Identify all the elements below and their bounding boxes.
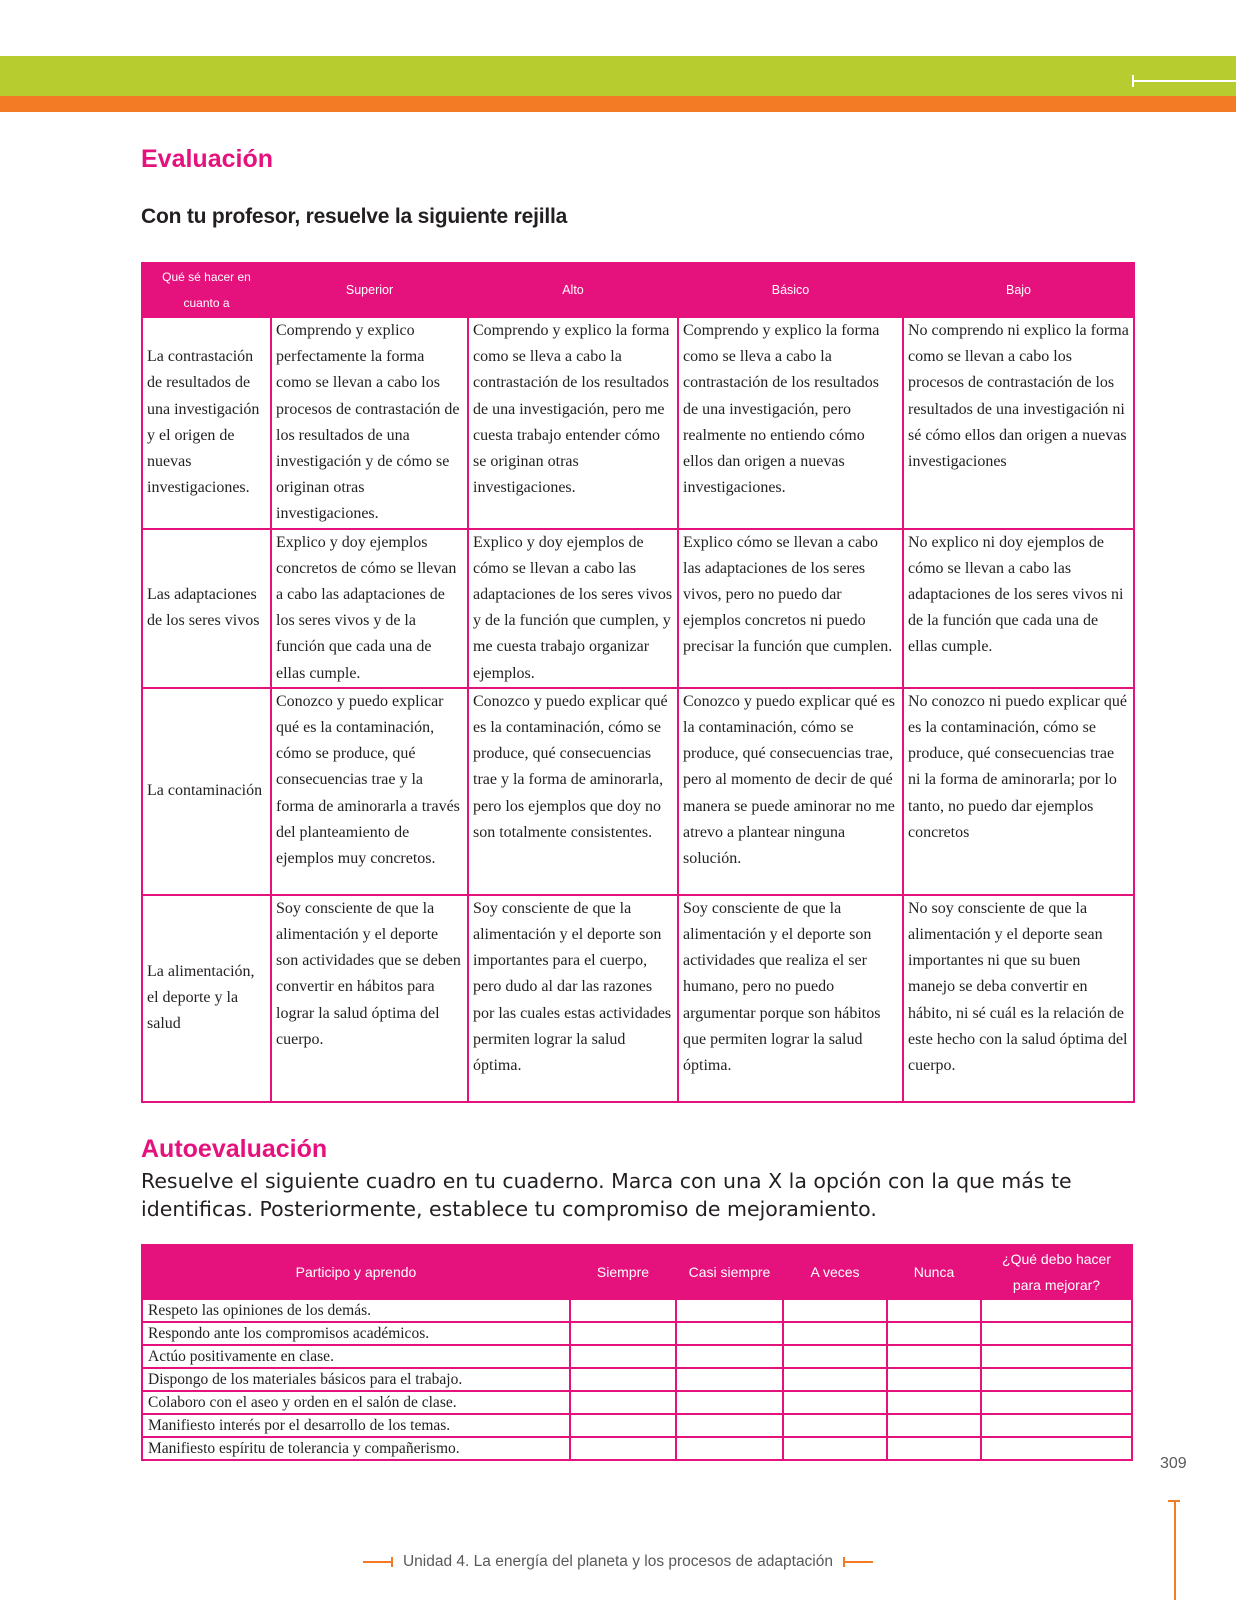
self-item-label: Respondo ante los compromisos académicos. — [142, 1322, 570, 1345]
footer-unit: Unidad 4. — [402, 1553, 470, 1570]
self-col-a-veces: A veces — [783, 1245, 887, 1299]
cell-mejorar — [981, 1345, 1132, 1368]
footer-unit-title: La energía del planeta y los procesos de adaptación — [473, 1553, 833, 1570]
rubric-cell-alto: Conozco y puedo explicar qué es la contaminación, cómo se produce, qué consecuencias trae y la forma de aminorarla, pero los ejemplos que doy no son totalmente consistentes. — [468, 688, 678, 895]
self-col-nunca: Nunca — [887, 1245, 981, 1299]
self-col-item: Participo y aprendo — [142, 1245, 570, 1299]
self-item-label: Manifiesto espíritu de tolerancia y compañerismo. — [142, 1437, 570, 1460]
rubric-header-row — [142, 263, 1134, 317]
cell-casi-siempre — [676, 1391, 783, 1414]
self-evaluation-instructions: Resuelve el siguiente cuadro en tu cuaderno. Marca con una X la opción con la que más te identificas. Posteriormente, establece tu compromiso de mejoramiento. — [141, 1169, 1072, 1221]
self-row — [142, 1414, 1132, 1437]
self-evaluation-title: Autoevaluación — [141, 1135, 328, 1163]
footer-right-ornament — [843, 1557, 873, 1567]
cell-casi-siempre — [676, 1299, 783, 1322]
cell-casi-siempre — [676, 1345, 783, 1368]
footer — [0, 1553, 1236, 1571]
cell-mejorar — [981, 1322, 1132, 1345]
rubric-criterion: La alimentación, el deporte y la salud — [142, 895, 271, 1102]
rubric-criterion: La contrastación de resultados de una investigación y el origen de nuevas investigaciones. — [142, 317, 271, 529]
cell-nunca — [887, 1368, 981, 1391]
self-col-mejorar: ¿Qué debo hacer para mejorar? — [981, 1245, 1132, 1299]
cell-siempre — [570, 1299, 676, 1322]
rubric-cell-superior: Soy consciente de que la alimentación y el deporte son actividades que se deben convertir en hábitos para lograr la salud óptima del cuerpo. — [271, 895, 468, 1102]
rubric-criterion: La contaminación — [142, 688, 271, 895]
cell-casi-siempre — [676, 1437, 783, 1460]
self-item-label: Manifiesto interés por el desarrollo de los temas. — [142, 1414, 570, 1437]
rubric-criterion: Las adaptaciones de los seres vivos — [142, 529, 271, 688]
header-band-orange — [0, 96, 1236, 112]
cell-casi-siempre — [676, 1414, 783, 1437]
self-item-label: Actúo positivamente en clase. — [142, 1345, 570, 1368]
rubric-cell-alto: Explico y doy ejemplos de cómo se llevan a cabo las adaptaciones de los seres vivos y de la función que cumplen, y me cuesta trabajo organizar ejemplos. — [468, 529, 678, 688]
rubric-row — [142, 688, 1134, 895]
cell-siempre — [570, 1368, 676, 1391]
rubric-col-basico: Básico — [678, 263, 903, 317]
rubric-cell-bajo: No explico ni doy ejemplos de cómo se llevan a cabo las adaptaciones de los seres vivos ni de la función que cada una de ellas cumple. — [903, 529, 1134, 688]
cell-nunca — [887, 1391, 981, 1414]
side-line — [1174, 1500, 1176, 1600]
cell-nunca — [887, 1345, 981, 1368]
self-row — [142, 1322, 1132, 1345]
rubric-row — [142, 895, 1134, 1102]
cell-nunca — [887, 1322, 981, 1345]
cell-siempre — [570, 1345, 676, 1368]
rubric-cell-basico: Soy consciente de que la alimentación y el deporte son actividades que realiza el ser humano, pero no puedo argumentar porque son hábitos que permiten lograr la salud óptima. — [678, 895, 903, 1102]
rubric-cell-alto: Comprendo y explico la forma como se lleva a cabo la contrastación de los resultados de una investigación, pero me cuesta trabajo entender cómo se originan otras investigaciones. — [468, 317, 678, 529]
cell-nunca — [887, 1437, 981, 1460]
header-tick-line — [1132, 80, 1236, 82]
cell-a-veces — [783, 1345, 887, 1368]
self-header-row — [142, 1245, 1132, 1299]
self-col-siempre: Siempre — [570, 1245, 676, 1299]
self-row — [142, 1368, 1132, 1391]
cell-mejorar — [981, 1391, 1132, 1414]
rubric-cell-basico: Comprendo y explico la forma como se lleva a cabo la contrastación de los resultados de una investigación, pero realmente no entiendo cómo ellos dan origen a nuevas investigaciones. — [678, 317, 903, 529]
self-evaluation-table — [141, 1244, 1133, 1461]
cell-nunca — [887, 1414, 981, 1437]
cell-a-veces — [783, 1414, 887, 1437]
rubric-col-criterion: Qué sé hacer en cuanto a — [142, 263, 271, 317]
self-item-label: Colaboro con el aseo y orden en el salón de clase. — [142, 1391, 570, 1414]
self-row — [142, 1391, 1132, 1414]
cell-a-veces — [783, 1299, 887, 1322]
rubric-cell-basico: Explico cómo se llevan a cabo las adaptaciones de los seres vivos, pero no puedo dar ejemplos concretos ni puedo precisar la función que cumplen. — [678, 529, 903, 688]
header-band-green — [0, 56, 1236, 96]
cell-nunca — [887, 1299, 981, 1322]
rubric-cell-alto: Soy consciente de que la alimentación y el deporte son importantes para el cuerpo, pero dudo al dar las razones por las cuales estas actividades permiten lograr la salud óptima. — [468, 895, 678, 1102]
self-col-casi-siempre: Casi siempre — [676, 1245, 783, 1299]
rubric-cell-superior: Conozco y puedo explicar qué es la contaminación, cómo se produce, qué consecuencias trae y la forma de aminorarla a través del planteamiento de ejemplos muy concretos. — [271, 688, 468, 895]
rubric-cell-superior: Comprendo y explico perfectamente la forma como se llevan a cabo los procesos de contrastación de los resultados de una investigación y de cómo se originan otras investigaciones. — [271, 317, 468, 529]
self-row — [142, 1437, 1132, 1460]
cell-casi-siempre — [676, 1322, 783, 1345]
cell-casi-siempre — [676, 1368, 783, 1391]
cell-mejorar — [981, 1437, 1132, 1460]
self-item-label: Respeto las opiniones de los demás. — [142, 1299, 570, 1322]
cell-a-veces — [783, 1368, 887, 1391]
evaluation-rubric-table — [141, 262, 1135, 1103]
evaluation-subtitle: Con tu profesor, resuelve la siguiente rejilla — [141, 205, 568, 228]
self-row — [142, 1299, 1132, 1322]
cell-siempre — [570, 1391, 676, 1414]
rubric-cell-superior: Explico y doy ejemplos concretos de cómo se llevan a cabo las adaptaciones de los seres vivos y de la función que cada una de ellas cumple. — [271, 529, 468, 688]
self-item-label: Dispongo de los materiales básicos para el trabajo. — [142, 1368, 570, 1391]
rubric-col-superior: Superior — [271, 263, 468, 317]
page-number: 309 — [1160, 1455, 1187, 1472]
rubric-cell-bajo: No conozco ni puedo explicar qué es la contaminación, cómo se produce, qué consecuencias trae ni la forma de aminorarla; por lo tanto, no puedo dar ejemplos concretos — [903, 688, 1134, 895]
cell-siempre — [570, 1437, 676, 1460]
footer-left-ornament — [363, 1557, 393, 1567]
rubric-cell-basico: Conozco y puedo explicar qué es la contaminación, cómo se produce, qué consecuencias trae, pero al momento de decir de qué manera se puede aminorar no me atrevo a plantear ninguna solución. — [678, 688, 903, 895]
cell-mejorar — [981, 1414, 1132, 1437]
header-tick-cap — [1132, 75, 1134, 87]
cell-a-veces — [783, 1391, 887, 1414]
cell-a-veces — [783, 1437, 887, 1460]
cell-siempre — [570, 1322, 676, 1345]
cell-mejorar — [981, 1368, 1132, 1391]
cell-a-veces — [783, 1322, 887, 1345]
rubric-row — [142, 317, 1134, 529]
rubric-cell-bajo: No comprendo ni explico la forma como se llevan a cabo los procesos de contrastación de los resultados de una investigación ni sé cómo ellos dan origen a nuevas investigaciones — [903, 317, 1134, 529]
evaluation-title: Evaluación — [141, 145, 273, 173]
rubric-row — [142, 529, 1134, 688]
rubric-col-alto: Alto — [468, 263, 678, 317]
rubric-cell-bajo: No soy consciente de que la alimentación y el deporte sean importantes ni que su buen manejo se deba convertir en hábito, ni sé cuál es la relación de este hecho con la salud óptima del cuerpo. — [903, 895, 1134, 1102]
cell-mejorar — [981, 1299, 1132, 1322]
cell-siempre — [570, 1414, 676, 1437]
self-row — [142, 1345, 1132, 1368]
rubric-col-bajo: Bajo — [903, 263, 1134, 317]
